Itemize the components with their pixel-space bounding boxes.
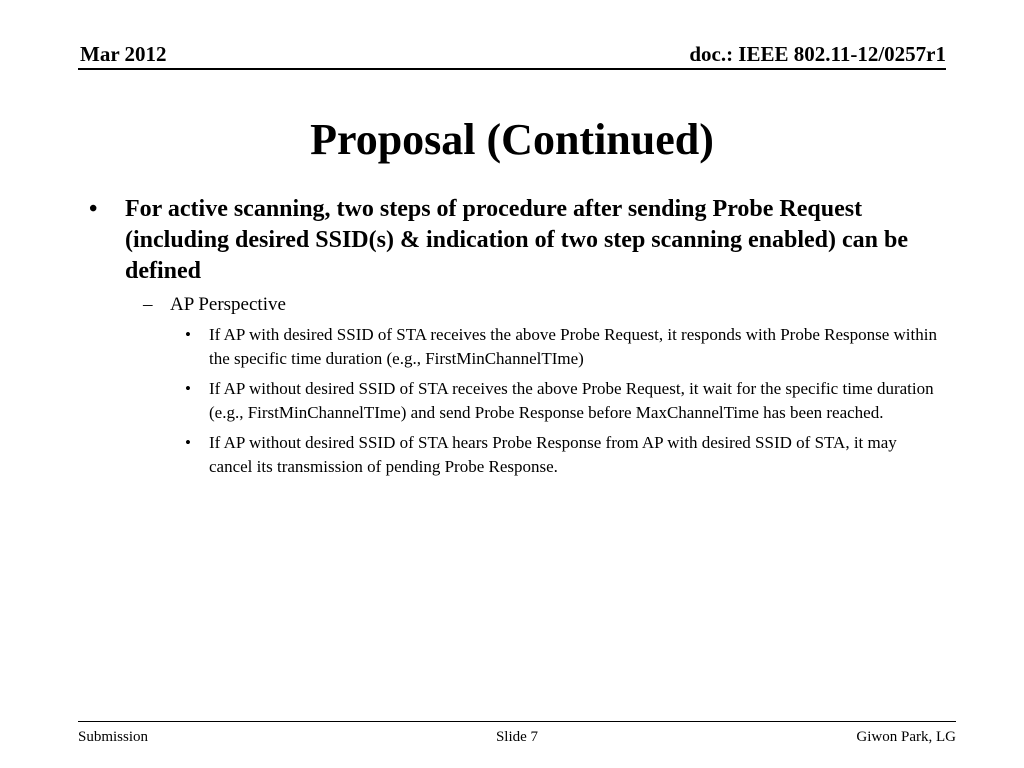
- bullet-marker: •: [185, 379, 191, 398]
- bullet-marker: •: [185, 433, 191, 452]
- sub-sub-bullet-text: If AP without desired SSID of STA hears Probe Response from AP with desired SSID of STA, it may cancel its transmission of pending Probe Response.: [209, 433, 897, 476]
- sub-sub-bullet-3: [185, 431, 939, 479]
- footer-divider: [78, 721, 956, 722]
- sub-sub-bullet-2: [185, 377, 939, 425]
- sub-sub-bullet-1: [185, 323, 939, 371]
- slide-body: [0, 194, 1024, 479]
- sub-sub-bullet-text: If AP without desired SSID of STA receives the above Probe Request, it wait for the specific time duration (e.g., FirstMinChannelTIme) and send Probe Response before MaxChannelTime has been reached.: [209, 379, 934, 422]
- sub-bullet: [143, 293, 1024, 317]
- dash-marker: –: [143, 294, 153, 315]
- header-date: Mar 2012: [80, 42, 167, 66]
- header-divider: [78, 68, 946, 70]
- sub-sub-bullet-text: If AP with desired SSID of STA receives the above Probe Request, it responds with Probe Response within the specific time duration (e.g., FirstMinChannelTIme): [209, 325, 937, 368]
- slide-title: Proposal (Continued): [310, 115, 714, 164]
- sub-bullet-text: AP Perspective: [170, 294, 286, 315]
- footer-slide-number: Slide 7: [495, 729, 539, 745]
- footer-submission: Submission: [78, 729, 149, 745]
- bullet-marker: •: [185, 325, 191, 344]
- header-doc-id: doc.: IEEE 802.11-12/0257r1: [689, 42, 946, 66]
- bullet-marker: •: [89, 196, 98, 222]
- footer-author: Giwon Park, LG: [856, 729, 956, 745]
- bullet-main: [89, 194, 940, 287]
- bullet-main-text: For active scanning, two steps of procedure after sending Probe Request (including desired SSID(s) & indication of two step scanning enabled) can be defined: [125, 196, 908, 284]
